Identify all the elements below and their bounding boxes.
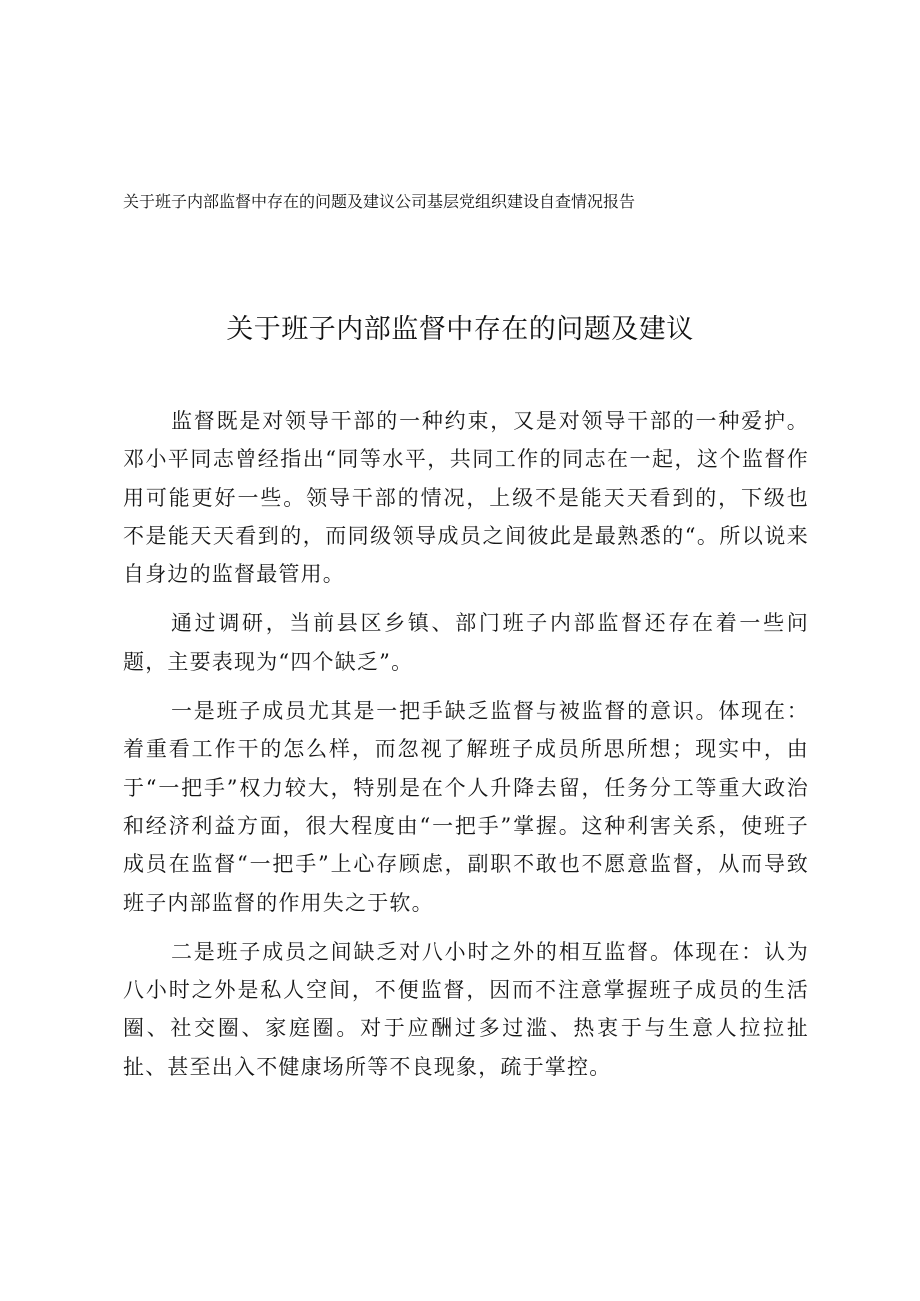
body-paragraph: 一是班子成员尤其是一把手缺乏监督与被监督的意识。体现在：着重看工作干的怎么样，而忽视了解班子成员所思所想；现实中，由于“一把手”权力较大，特别是在个人升降去留，任务分工等重大政治和经济利益方面，很大程度由“一把手”掌握。这种利害关系，使班子成员在监督“一把手”上心存顾虑，副职不敢也不愿意监督，从而导致班子内部监督的作用失之于软。 — [123, 699, 809, 915]
document-body — [123, 402, 809, 1097]
body-paragraph: 通过调研，当前县区乡镇、部门班子内部监督还存在着一些问题，主要表现为“四个缺乏”。 — [123, 611, 809, 674]
body-paragraph: 二是班子成员之间缺乏对八小时之外的相互监督。体现在：认为八小时之外是私人空间，不便监督，因而不注意掌握班子成员的生活圈、社交圈、家庭圈。对于应酬过多过滥、热衷于与生意人拉拉扯扯、甚至出入不健康场所等不良现象，疏于掌控。 — [123, 939, 809, 1079]
document-title: 关于班子内部监督中存在的问题及建议 — [226, 314, 694, 345]
document-header-line: 关于班子内部监督中存在的问题及建议公司基层党组织建设自查情况报告 — [123, 192, 636, 211]
body-paragraph: 监督既是对领导干部的一种约束，又是对领导干部的一种爱护。邓小平同志曾经指出“同等水平，共同工作的同志在一起，这个监督作用可能更好一些。领导干部的情况，上级不是能天天看到的，下级也不是能天天看到的，而同级领导成员之间彼此是最熟悉的“。所以说来自身边的监督最管用。 — [123, 409, 809, 587]
